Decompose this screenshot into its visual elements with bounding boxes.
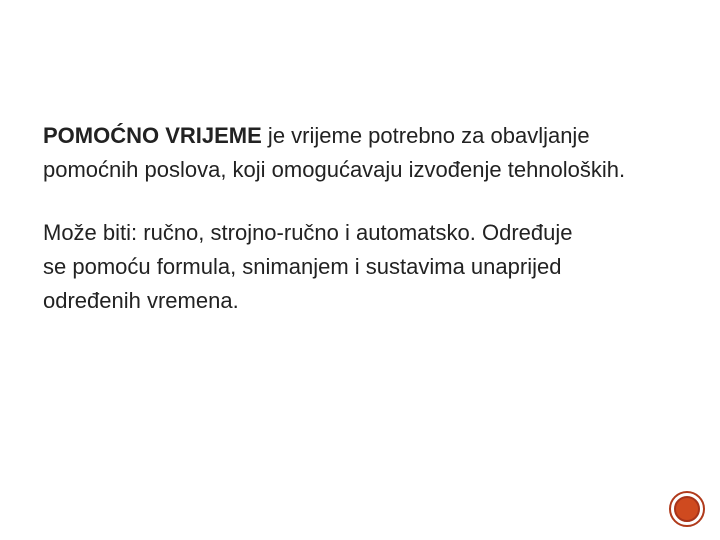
term-bold: POMOĆNO VRIJEME <box>43 123 262 148</box>
paragraph-ending: određenih vremena. <box>43 288 239 313</box>
circle-button-icon[interactable] <box>669 491 705 527</box>
paragraph-definition <box>43 122 683 150</box>
paragraph-methods: se pomoću formula, snimanjem i sustavima unaprijed <box>43 254 562 279</box>
circle-button-inner <box>674 496 700 522</box>
definition-text: je vrijeme potrebno za obavljanje <box>261 123 590 148</box>
slide-body <box>43 122 683 315</box>
paragraph-continuation: pomoćnih poslova, koji omogućavaju izvođenje tehnoloških. <box>43 157 626 182</box>
paragraph-types: Može biti: ručno, strojno-ručno i automatsko. Određuje <box>43 220 573 245</box>
